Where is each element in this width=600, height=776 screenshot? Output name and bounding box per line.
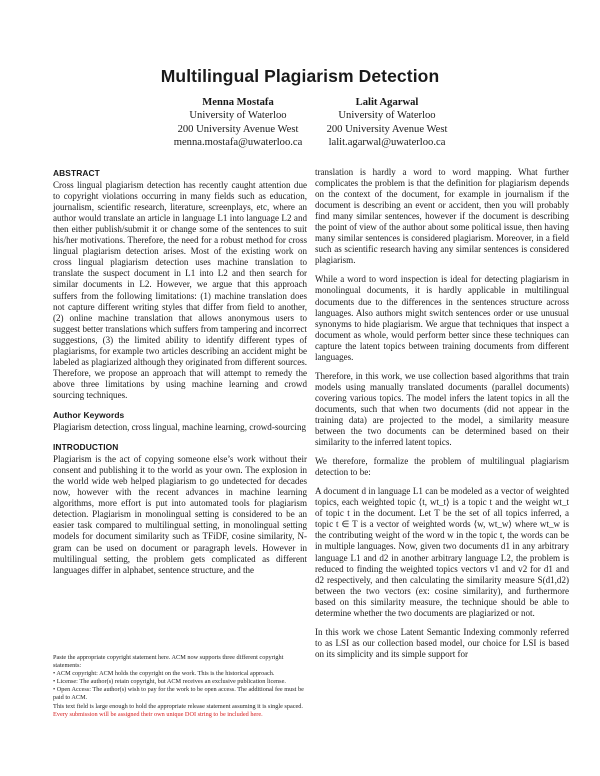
footnote-line: • License: The author(s) retain copyright, but ACM receives an exclusive publication license. — [53, 678, 286, 686]
copyright-footnote — [53, 654, 307, 719]
introduction-paragraph: Plagiarism is the act of copying someone else’s work without their consent and publishing it to the world as your own. The explosion in the world wide web helped plagiarism to go undetected for decades now, however with the recent advances in machine learning algorithms, more effort is put into automated tools for plagiarism detection. Plagiarism in monolingual setting is considered to be an easier task compared to multilingual setting, in monolingual setting models for document similarity such as TFiDF, cosine similarity, N-gram can be used on document or paragraph levels. However in multilingual setting, the problem gets complicated as different languages differ in alphabet, sentence structure, and the — [53, 454, 307, 575]
author-address: 200 University Avenue West — [326, 123, 448, 135]
introduction-heading: INTRODUCTION — [53, 442, 119, 453]
footnote-line: • Open Access: The author(s) wish to pay for the work to be open access. The additional fee must be paid to ACM. — [53, 686, 304, 702]
paper-title: Multilingual Plagiarism Detection — [160, 66, 440, 86]
left-column — [53, 168, 307, 584]
footnote-line: Paste the appropriate copyright statement here. ACM now supports three different copyright statements: — [53, 654, 284, 670]
author-affiliation: University of Waterloo — [189, 110, 287, 122]
abstract-paragraph: Cross lingual plagiarism detection has recently caught attention due to copyright violations occurring in many fields such as education, journalism, scientific research, literature, screenplays, etc, where an author would translate an article in language L1 into language L2 and then either publish/submit it or change some of the sentences to suit his/her motivations. Therefore, the need for a robust method for cross lingual plagiarism detection arises. Most of the existing work on cross lingual plagiarism detection uses machine translation to translate the suspect document in L1 into L2 and then search for similar documents in L2. However, we argue that this approach suffers from the following limitations: (1) machine translation does not capture different writing styles that differ from field to another, (2) online machine translation that allows anonymous users to suggest better translations which suffers from tampering and incorrect suggestions, (3) the limited ability to identify different types of plagiarisms, for example two articles describing an accident might be labeled as plagiarized although they originated from different sources. Therefore, we propose an approach that will attempt to remedy the above three limitations by using machine learning and crowd sourcing techniques. — [53, 180, 307, 400]
introduction-paragraph: While a word to word inspection is ideal for detecting plagiarism in monolingual documents, it is hardly applicable in multilingual documents due to the differences in the sentences structure across languages. Also authors might switch sentences order or use unusual synonyms to hide plagiarism. We argue that techniques that inspect a document as whole, would perform better since these techniques can capture the latent topics between training documents from different languages. — [315, 274, 569, 362]
footnote-line: • ACM copyright: ACM holds the copyright on the work. This is the historical approach. — [53, 670, 275, 678]
author-email: menna.mostafa@uwaterloo.ca — [173, 137, 303, 149]
author-name: Menna Mostafa — [202, 97, 274, 108]
author-block-2 — [292, 96, 482, 150]
author-name: Lalit Agarwal — [355, 97, 419, 108]
author-address: 200 University Avenue West — [177, 123, 299, 135]
problem-formalization-paragraph: A document d in language L1 can be modeled as a vector of weighted topics, each weighted topic ⟨t, wt_t⟩ is a topic t and the weight wt_t of topic t in the document. Let T be the set of all topics inferred, a topic t ∈ T is a vector of weighted words ⟨w, wt_w⟩ where wt_w is the contributing weight of the word w in the topic t, the words can be in multiple languages. Now, given two documents d1 in any arbitrary language L1 and d2 in another arbitrary language L2, the problem is reduced to finding the weighted topics vectors v1 and v2 for d1 and d2 respectively, and then calculating the similarity measure S(d1,d2) between the two vectors (ex: cosine similarity), and furthermore based on this similarity measure, the technique should be able to determine whether the two documents are plagiarized or not. — [315, 486, 569, 618]
author-affiliation: University of Waterloo — [338, 110, 436, 122]
introduction-paragraph: We therefore, formalize the problem of multilingual plagiarism detection to be: — [315, 456, 569, 478]
introduction-paragraph-continued: translation is hardly a word to word mapping. What further complicates the problem is that the definition for plagiarism depends on the context of the document, for example in journalism if the document is describing an event or accident, then you will probably find many similar sentences, however if the document is describing the point of view of the author about some political issue, then having many similar sentences is considered plagiarism. Moreover, in a field such as scientific research having any similar sentences is considered plagiarism. — [315, 167, 569, 266]
doi-notice: Every submission will be assigned their own unique DOI string to be included here. — [53, 710, 263, 718]
introduction-paragraph: In this work we chose Latent Semantic Indexing commonly referred to as LSI as our collection based model, our choice for LSI is based on its simplicity and its simple support for — [315, 626, 569, 659]
abstract-heading: ABSTRACT — [53, 168, 100, 178]
author-email: lalit.agarwal@uwaterloo.ca — [328, 137, 446, 149]
keywords-text: Plagiarism detection, cross lingual, machine learning, crowd-sourcing — [53, 422, 306, 433]
right-column — [315, 167, 569, 668]
footnote-line: This text field is large enough to hold the appropriate release statement assuming it is single spaced. — [53, 702, 303, 710]
keywords-heading: Author Keywords — [53, 409, 125, 420]
introduction-paragraph: Therefore, in this work, we use collection based algorithms that train models using manually translated documents (parallel documents) covering various topics. The model infers the latent topics in all the documents, such that when two documents (did not appear in the training data) are projected to the model, a similarity measure between the two documents can be determined based on their similarity to the inferred latent topics. — [315, 370, 569, 448]
